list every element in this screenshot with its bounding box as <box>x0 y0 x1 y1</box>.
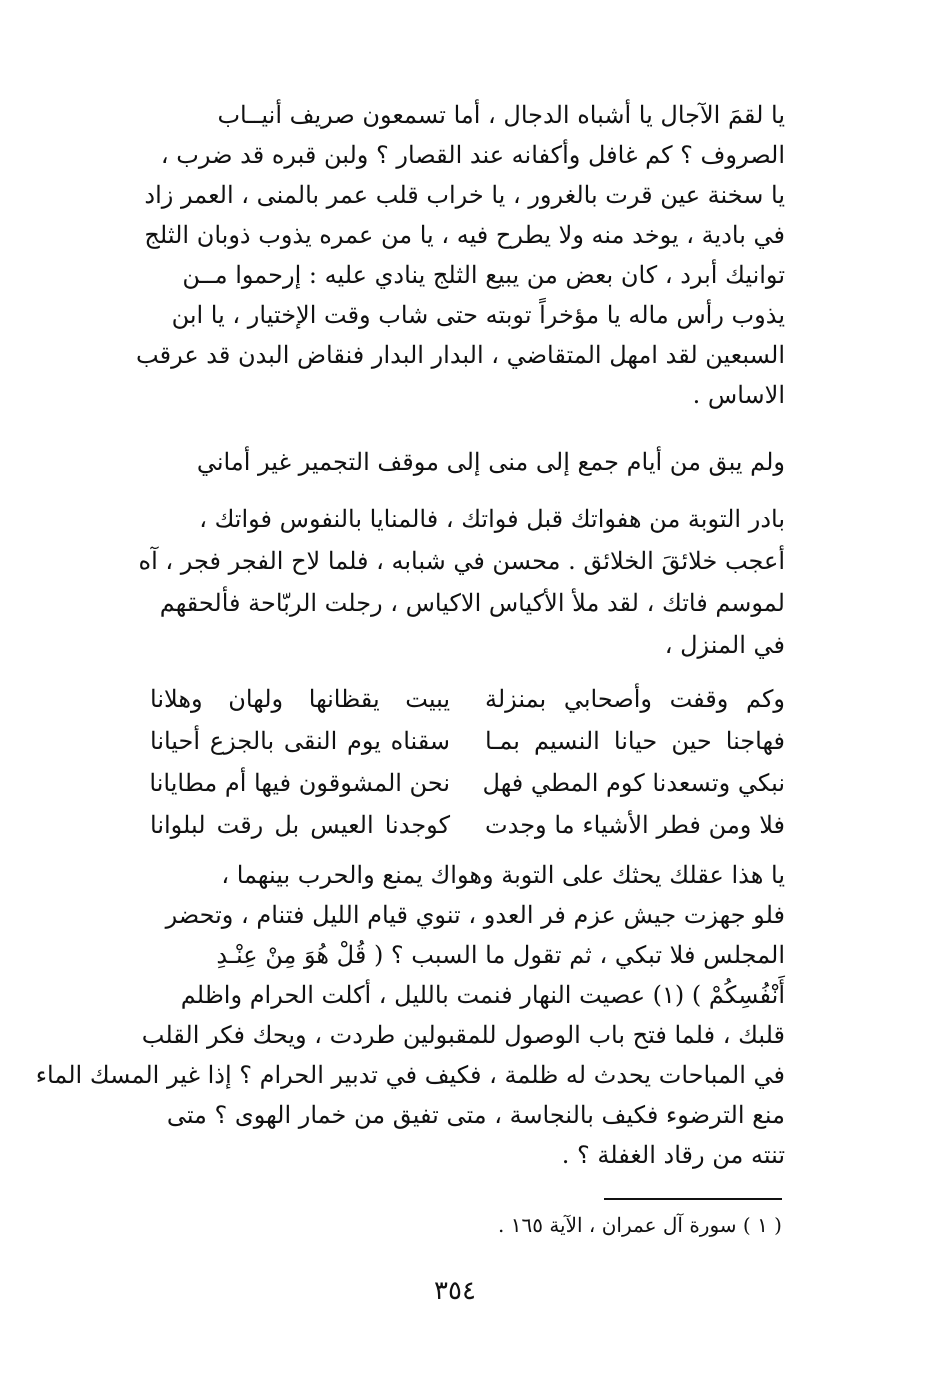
text-line: توانيك أبرد ، كان بعض من يبيع الثلج ينادي عليه : إرحموا مــن <box>182 261 785 289</box>
poem <box>150 678 785 846</box>
first-hemistich: وكم وقفت وأصحابي بمنزلة <box>485 685 785 713</box>
text-line: منع الترضوء فكيف بالنجاسة ، متى تفيق من خمار الهوى ؟ متى <box>166 1101 785 1129</box>
text-line: المجلس فلا تبكي ، ثم تقول ما السبب ؟ ( قُلْ هُوَ مِنْ عِنْـدِ <box>216 941 785 969</box>
text-line: في بادية ، يوخد منه ولا يطرح فيه ، يا من عمره يذوب ذوبان الثلج <box>144 221 785 249</box>
text-line: قلبك ، فلما فتح باب الوصول للمقبولين طردت ، ويحك فكر القلب <box>141 1021 785 1049</box>
text-line: في المباحات يحدث له ظلمة ، فكيف في تدبير الحرام ؟ إذا غير المسك الماء <box>35 1061 785 1089</box>
text-line: يا سخنة عين قرت بالغرور ، يا خراب قلب عمر بالمنى ، العمر زاد <box>144 181 785 209</box>
text-line: يا لقمَ الآجال يا أشباه الدجال ، أما تسمعون صريف أنيــاب <box>217 101 785 129</box>
text-line: لموسم فاتك ، لقد ملأ الأكياس الاكياس ، رجلت الربّاحة فألحقهم <box>159 589 785 617</box>
poem-verse <box>150 804 785 846</box>
verse-line <box>150 440 785 484</box>
text-line: السبعين لقد امهل المتقاضي ، البدار البدار فنقاض البدن قد عرقب <box>136 341 785 369</box>
text-line: الصروف ؟ كم غافل وأكفانه عند القصار ؟ ولبن قبره قد ضرب ، <box>160 141 785 169</box>
first-hemistich: نبكي وتسعدنا كوم المطي فهل <box>482 769 785 797</box>
first-hemistich: فهاجنا حين حيانا النسيم بمـا <box>485 727 785 755</box>
paragraph-2 <box>138 498 785 666</box>
second-hemistich: كوجدنا العيس بل رقت لبلوانا <box>150 811 450 839</box>
poem-verse <box>150 678 785 720</box>
poem-verse <box>150 762 785 804</box>
text-line: أعجب خلائقَ الخلائق . محسن في شبابه ، فلما لاح الفجر فجر ، آه <box>138 547 785 575</box>
text-line: تنته من رقاد الغفلة ؟ . <box>561 1141 785 1169</box>
verse-text: ولم يبق من أيام جمع إلى منى إلى موقف التجمير غير أماني <box>196 448 785 476</box>
footnote-divider <box>604 1198 782 1200</box>
page-number: ٣٥٤ <box>434 1276 476 1306</box>
paragraph-1 <box>136 95 785 415</box>
text-line: في المنزل ، <box>664 631 785 659</box>
text-line: فلو جهزت جيش عزم فر العدو ، تنوي قيام الليل فتنام ، وتحضر <box>165 901 785 929</box>
paragraph-3 <box>35 855 785 1175</box>
second-hemistich: سقناه يوم النقى بالجزع أحيانا <box>150 727 450 755</box>
text-line: أَنْفُسِكُمْ ) (١) عصيت النهار فنمت بالليل ، أكلت الحرام واظلم <box>180 981 785 1009</box>
footnote: ( ١ ) سورة آل عمران ، الآية ١٦٥ . <box>498 1213 782 1237</box>
text-line: يذوب رأس ماله يا مؤخراً توبته حتى شاب وقت الإختيار ، يا ابن <box>171 301 785 329</box>
poem-verse <box>150 720 785 762</box>
second-hemistich: نحن المشوقون فيها أم مطايانا <box>149 769 450 797</box>
first-hemistich: فلا ومن فطر الأشياء ما وجدت <box>485 811 785 839</box>
text-line: الاساس . <box>692 381 785 409</box>
text-line: بادر التوبة من هفواتك قبل فواتك ، فالمنايا بالنفوس فواتك ، <box>199 505 785 533</box>
second-hemistich: يبيت يقظانها ولهان وهلانا <box>150 685 450 713</box>
text-line: يا هذا عقلك يحثك على التوبة وهواك يمنع والحرب بينهما ، <box>221 861 785 889</box>
